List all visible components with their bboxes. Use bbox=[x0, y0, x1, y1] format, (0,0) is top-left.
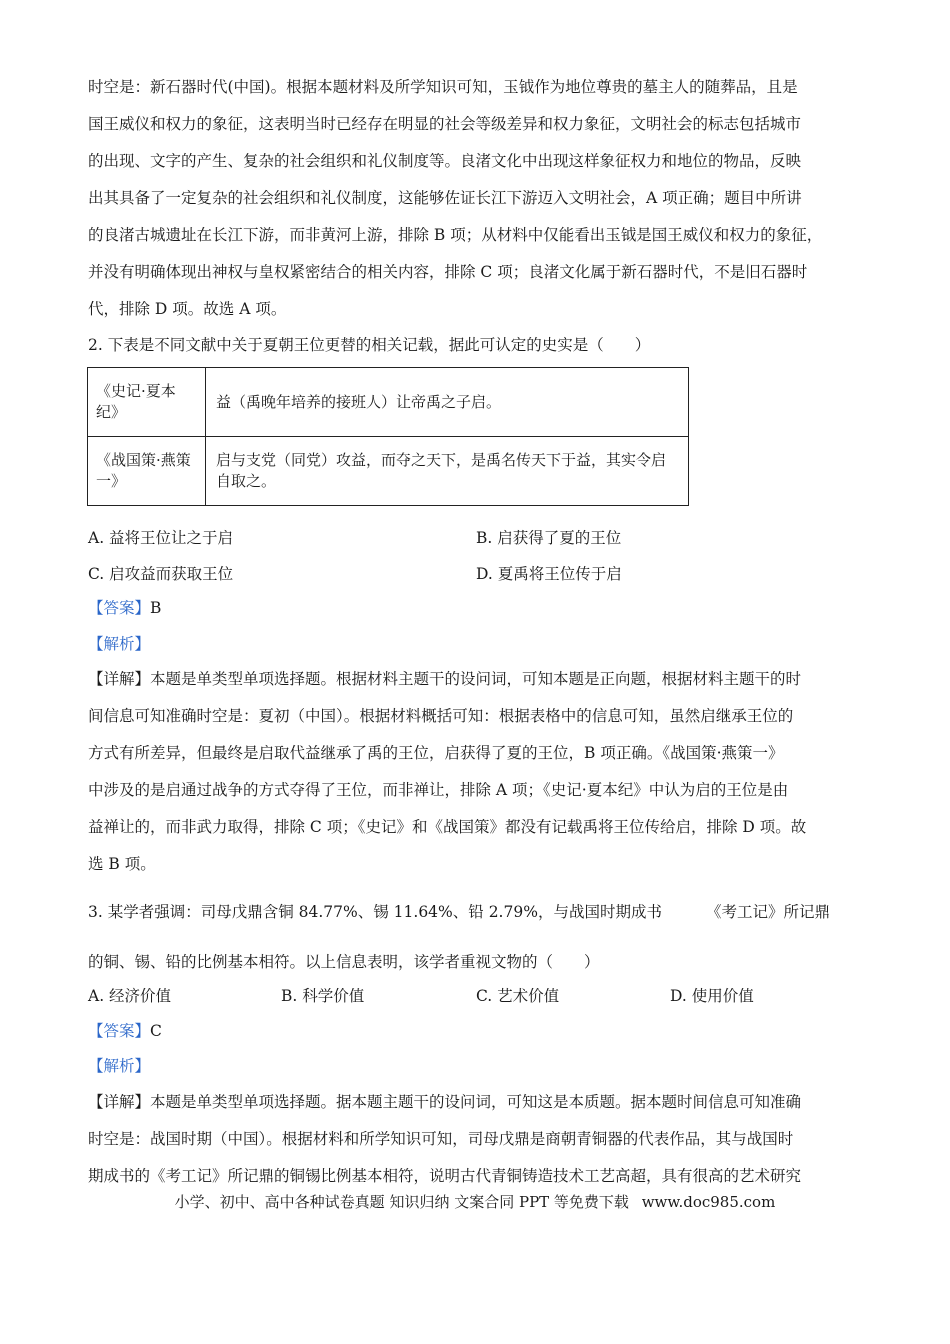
q1-explanation-line: 代，排除 D 项。故选 A 项。 bbox=[88, 300, 287, 318]
q3-answer bbox=[88, 1021, 878, 1041]
q3-option-a[interactable]: A. 经济价值 bbox=[88, 987, 172, 1005]
q2-analysis-heading bbox=[88, 634, 878, 654]
q3-analysis-heading bbox=[88, 1056, 878, 1076]
detail-tag: 【详解】 bbox=[88, 1093, 151, 1111]
q3-explanation-line: 时空是：战国时期（中国）。根据材料和所学知识可知，司母戊鼎是商朝青铜器的代表作品，其与战国时 bbox=[88, 1130, 794, 1148]
page-footer bbox=[0, 1192, 950, 1212]
q3-option-c[interactable]: C. 艺术价值 bbox=[476, 987, 560, 1005]
q2-explanation-text: 本题是单类型单项选择题。根据材料主题干的设问词，可知本题是正向题，根据材料主题干的时 bbox=[150, 670, 802, 688]
q1-explanation-line: 时空是：新石器时代(中国)。根据本题材料及所学知识可知，玉钺作为地位尊贵的墓主人的随葬品，且是 bbox=[88, 78, 798, 96]
q2-answer bbox=[88, 598, 878, 618]
q3-option-d[interactable]: D. 使用价值 bbox=[670, 987, 754, 1005]
q1-explanation-line: 并没有明确体现出神权与皇权紧密结合的相关内容，排除 C 项；良渚文化属于新石器时代，不是旧石器时 bbox=[88, 263, 808, 281]
q2-explanation-line: 间信息可知准确时空是：夏初（中国）。根据材料概括可知：根据表格中的信息可知，虽然启继承王位的 bbox=[88, 707, 794, 725]
q1-explanation-line: 的良渚古城遗址在长江下游，而非黄河上游，排除 B 项；从材料中仅能看出玉钺是国王威仪和权力的象征， bbox=[88, 226, 823, 244]
footer-url[interactable]: www.doc985.com bbox=[641, 1193, 776, 1211]
answer-value: B bbox=[150, 599, 162, 617]
table-cell-text: 益（禹晚年培养的接班人）让帝禹之子启。 bbox=[206, 368, 689, 437]
q2-option-c[interactable]: C. 启攻益而获取王位 bbox=[88, 565, 234, 583]
q1-explanation-line: 的出现、文字的产生、复杂的社会组织和礼仪制度等。良渚文化中出现这样象征权力和地位的物品，反映 bbox=[88, 152, 802, 170]
q2-option-b[interactable]: B. 启获得了夏的王位 bbox=[476, 529, 622, 547]
q3-explanation-line: 期成书的《考工记》所记鼎的铜锡比例基本相符，说明古代青铜铸造技术工艺高超，具有很高的艺术研究 bbox=[88, 1167, 802, 1185]
q3-explanation-line bbox=[88, 1092, 878, 1112]
q2-option-a[interactable]: A. 益将王位让之于启 bbox=[88, 529, 234, 547]
table-cell-source: 《史记·夏本纪》 bbox=[88, 368, 206, 437]
q2-explanation-line bbox=[88, 669, 878, 689]
q2-explanation-line: 选 B 项。 bbox=[88, 855, 156, 873]
analysis-tag: 【解析】 bbox=[88, 635, 151, 653]
answer-tag: 【答案】 bbox=[88, 599, 151, 617]
q2-option-d[interactable]: D. 夏禹将王位传于启 bbox=[476, 565, 622, 583]
q3-explanation-text: 本题是单类型单项选择题。据本题主题干的设问词，可知这是本质题。据本题时间信息可知准确 bbox=[150, 1093, 802, 1111]
q3-stem-text: 3. 某学者强调：司母戊鼎含铜 84.77%、锡 11.64%、铅 2.79%，与战国时期成书 bbox=[88, 903, 662, 921]
answer-tag: 【答案】 bbox=[88, 1022, 151, 1040]
table-row bbox=[88, 368, 689, 437]
q2-stem: 2. 下表是不同文献中关于夏朝王位更替的相关记载，据此可认定的史实是（ ） bbox=[88, 336, 651, 354]
q2-records-table bbox=[87, 367, 689, 506]
table-row bbox=[88, 437, 689, 506]
q3-stem-line1-right: 《考工记》所记鼎 bbox=[706, 903, 831, 921]
table-cell-source: 《战国策·燕策一》 bbox=[88, 437, 206, 506]
q2-explanation-line: 方式有所差异，但最终是启取代益继承了禹的王位，启获得了夏的王位，B 项正确。《战国策·燕策一》 bbox=[88, 744, 784, 762]
analysis-tag: 【解析】 bbox=[88, 1057, 151, 1075]
detail-tag: 【详解】 bbox=[88, 670, 151, 688]
q1-explanation-line: 国王威仪和权力的象征，这表明当时已经存在明显的社会等级差异和权力象征，文明社会的标志包括城市 bbox=[88, 115, 802, 133]
answer-value: C bbox=[150, 1022, 162, 1040]
q3-option-b[interactable]: B. 科学价值 bbox=[281, 987, 365, 1005]
q3-stem-line2: 的铜、锡、铅的比例基本相符。以上信息表明，该学者重视文物的（ ） bbox=[88, 953, 600, 971]
footer-text: 小学、初中、高中各种试卷真题 知识归纳 文案合同 PPT 等免费下载 bbox=[174, 1193, 629, 1211]
q2-explanation-line: 益禅让的，而非武力取得，排除 C 项；《史记》和《战国策》都没有记载禹将王位传给启，排除 D 项。故 bbox=[88, 818, 807, 836]
table-cell-text: 启与支党（同党）攻益，而夺之天下，是禹名传天下于益，其实令启自取之。 bbox=[206, 437, 689, 506]
q2-explanation-line: 中涉及的是启通过战争的方式夺得了王位，而非禅让，排除 A 项；《史记·夏本纪》中认为启的王位是由 bbox=[88, 781, 789, 799]
q1-explanation-line: 出其具备了一定复杂的社会组织和礼仪制度，这能够佐证长江下游迈入文明社会，A 项正确；题目中所讲 bbox=[88, 189, 802, 207]
